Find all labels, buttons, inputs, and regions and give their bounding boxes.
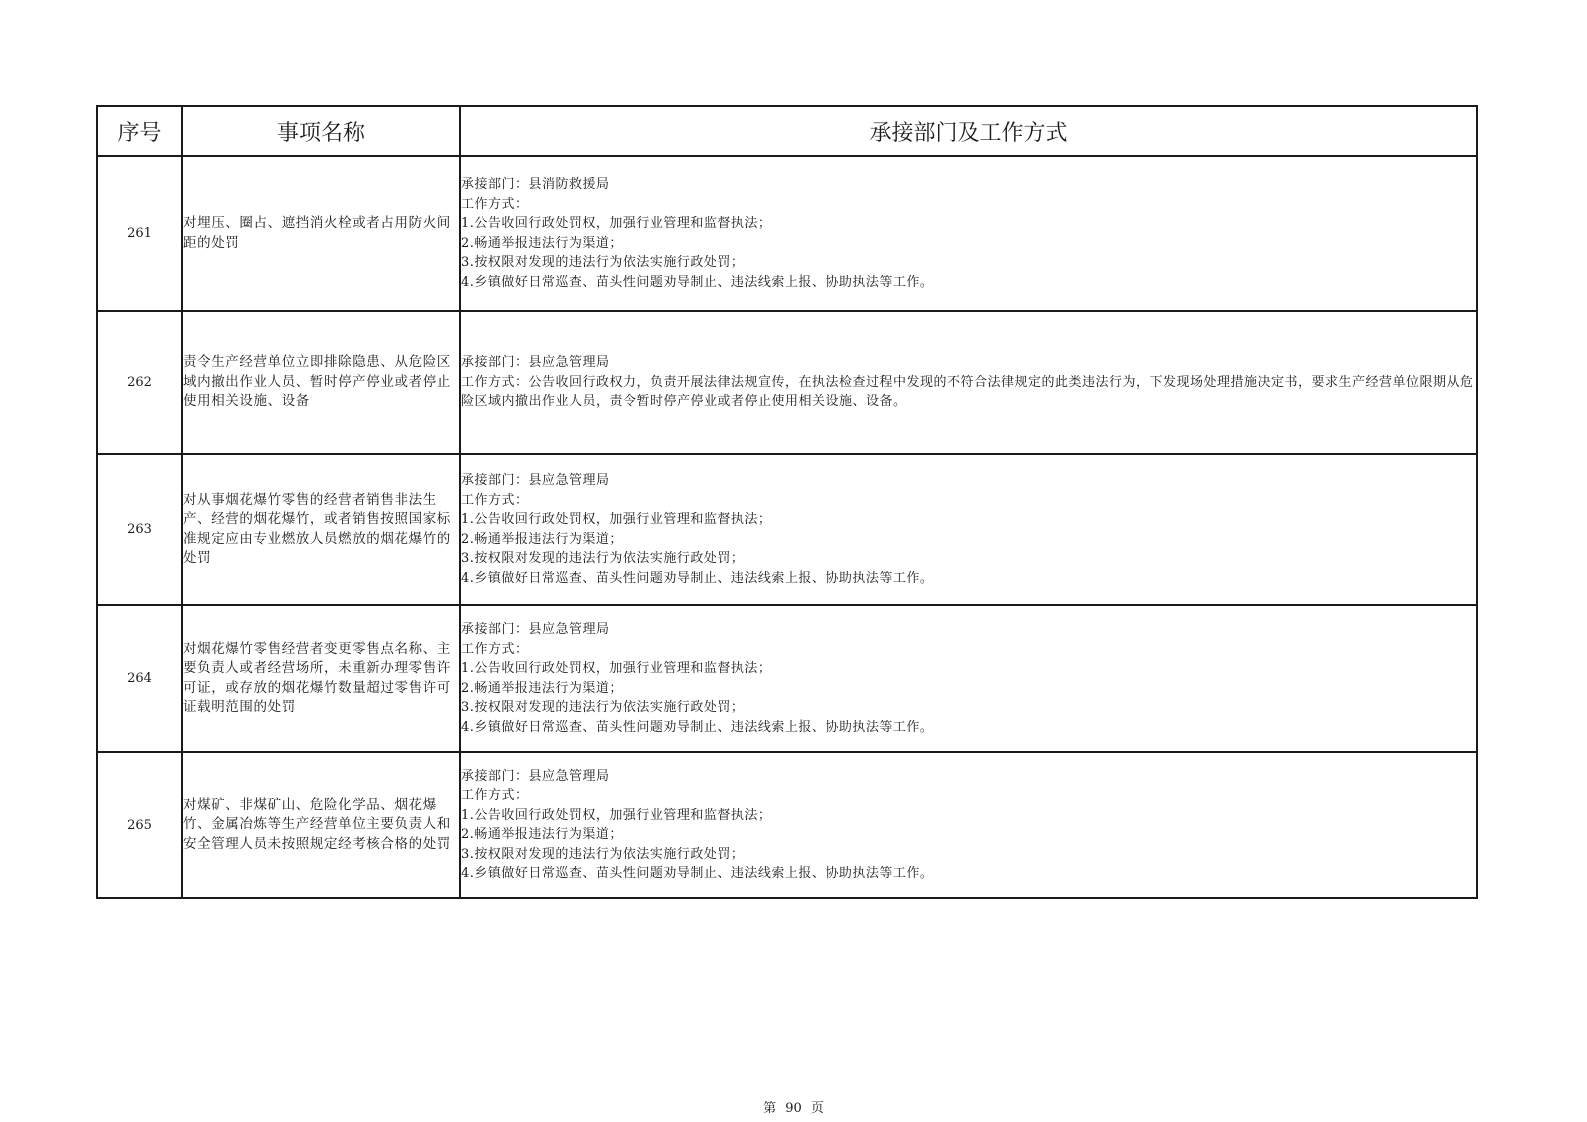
row-item-name: 责令生产经营单位立即排除隐患、从危险区域内撤出作业人员、暂时停产停业或者停止使用相关设施、设备 (182, 311, 460, 454)
row-department-and-method (460, 454, 1477, 605)
work-method-line: 2.畅通举报违法行为渠道； (461, 531, 623, 547)
row-serial-number: 264 (97, 605, 182, 752)
table-row (97, 156, 1477, 311)
work-method-line: 3.按权限对发现的违法行为依法实施行政处罚； (461, 255, 745, 270)
row-department-and-method (460, 156, 1477, 311)
work-method-line: 工作方式： (461, 196, 529, 212)
responsible-department-line: 承接部门：县应急管理局 (461, 355, 610, 371)
responsible-department-line: 承接部门：县消防救援局 (461, 177, 610, 192)
page-number-value: 90 (785, 1101, 802, 1116)
work-method-line: 工作方式： (461, 641, 529, 657)
work-method-line: 1.公告收回行政处罚权，加强行业管理和监督执法； (461, 807, 772, 823)
work-method-line: 1.公告收回行政处罚权，加强行业管理和监督执法； (461, 661, 772, 676)
header-item-name: 事项名称 (182, 106, 460, 156)
row-item-name: 对煤矿、非煤矿山、危险化学品、烟花爆竹、金属冶炼等生产经营单位主要负责人和安全管理人员未按照规定经考核合格的处罚 (182, 752, 460, 898)
row-item-name: 对埋压、圈占、遮挡消火栓或者占用防火间距的处罚 (182, 156, 460, 311)
work-method-line: 4.乡镇做好日常巡查、苗头性问题劝导制止、违法线索上报、协助执法等工作。 (461, 866, 934, 881)
work-method-line: 1.公告收回行政处罚权，加强行业管理和监督执法； (461, 512, 772, 527)
work-method-line: 工作方式： (461, 788, 529, 803)
work-method-line: 4.乡镇做好日常巡查、苗头性问题劝导制止、违法线索上报、协助执法等工作。 (461, 274, 934, 290)
table-row (97, 454, 1477, 605)
table-row (97, 311, 1477, 454)
row-serial-number: 265 (97, 752, 182, 898)
header-serial-number: 序号 (97, 106, 182, 156)
page-prefix: 第 (763, 1101, 777, 1116)
work-method-line: 4.乡镇做好日常巡查、苗头性问题劝导制止、违法线索上报、协助执法等工作。 (461, 570, 934, 586)
work-method-line: 工作方式： (461, 492, 529, 508)
row-item-name: 对烟花爆竹零售经营者变更零售点名称、主要负责人或者经营场所，未重新办理零售许可证，或存放的烟花爆竹数量超过零售许可证载明范围的处罚 (182, 605, 460, 752)
header-department-and-method: 承接部门及工作方式 (460, 106, 1477, 156)
work-method-line: 工作方式：公告收回行政权力，负责开展法律法规宣传，在执法检查过程中发现的不符合法律规定的此类违法行为，下发现场处理措施决定书，要求生产经营单位限期从危险区域内撤出作业人员，责令暂时停产停业或者停止使用相关设施、设备。 (461, 374, 1474, 410)
page-suffix: 页 (810, 1101, 824, 1116)
items-table (96, 105, 1478, 899)
row-serial-number: 262 (97, 311, 182, 454)
work-method-line: 4.乡镇做好日常巡查、苗头性问题劝导制止、违法线索上报、协助执法等工作。 (461, 719, 934, 735)
row-item-name: 对从事烟花爆竹零售的经营者销售非法生产、经营的烟花爆竹，或者销售按照国家标准规定应由专业燃放人员燃放的烟花爆竹的处罚 (182, 454, 460, 605)
table-row (97, 752, 1477, 898)
row-department-and-method (460, 752, 1477, 898)
table-row (97, 605, 1477, 752)
responsible-department-line: 承接部门：县应急管理局 (461, 768, 610, 784)
work-method-line: 3.按权限对发现的违法行为依法实施行政处罚； (461, 551, 745, 566)
responsible-department-line: 承接部门：县应急管理局 (461, 622, 610, 637)
work-method-line: 3.按权限对发现的违法行为依法实施行政处罚； (461, 700, 745, 715)
table-header-row (97, 106, 1477, 156)
work-method-line: 3.按权限对发现的违法行为依法实施行政处罚； (461, 846, 745, 862)
row-serial-number: 263 (97, 454, 182, 605)
work-method-line: 2.畅通举报违法行为渠道； (461, 680, 623, 696)
responsible-department-line: 承接部门：县应急管理局 (461, 473, 610, 488)
row-department-and-method (460, 311, 1477, 454)
work-method-line: 2.畅通举报违法行为渠道； (461, 235, 623, 251)
row-serial-number: 261 (97, 156, 182, 311)
work-method-line: 1.公告收回行政处罚权，加强行业管理和监督执法； (461, 216, 772, 231)
row-department-and-method (460, 605, 1477, 752)
page-number (0, 1097, 1587, 1116)
work-method-line: 2.畅通举报违法行为渠道； (461, 827, 623, 842)
